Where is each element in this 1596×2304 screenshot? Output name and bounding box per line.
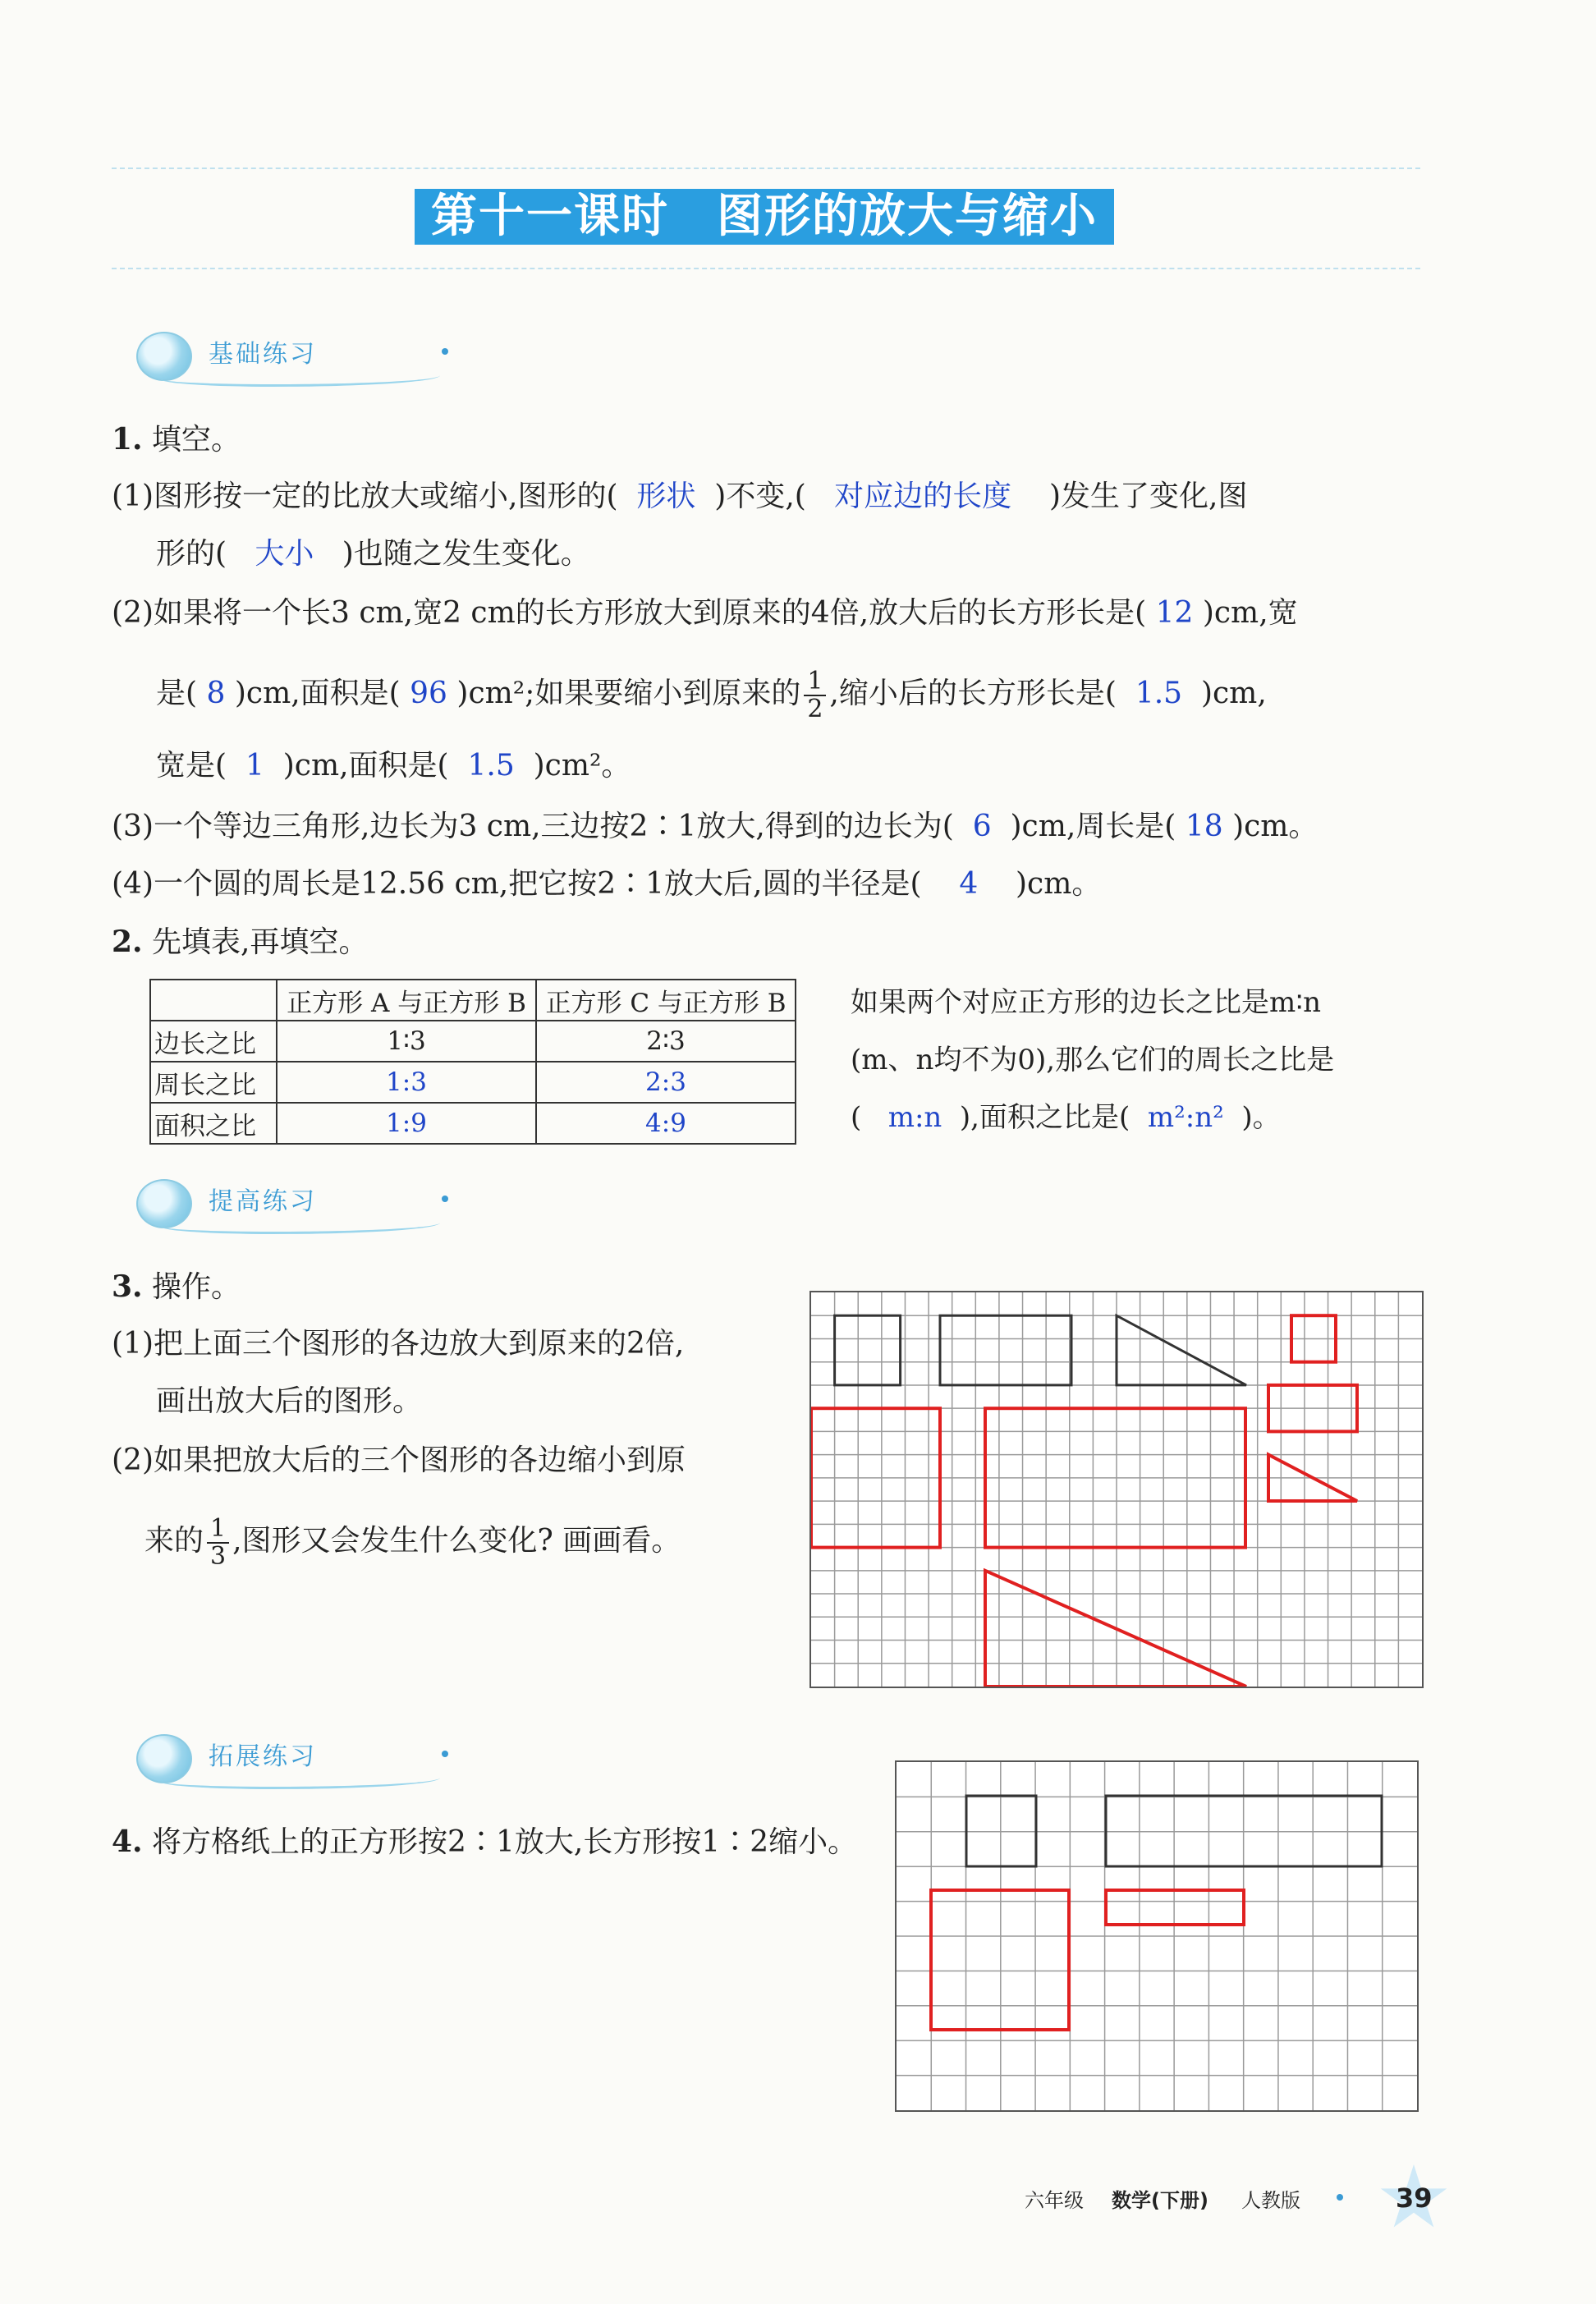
answer-cell: 2:3: [536, 1062, 796, 1103]
q2-heading: [112, 923, 369, 962]
answer: 96: [410, 677, 447, 710]
q1-heading: [112, 420, 241, 459]
original-triangle: [1117, 1315, 1246, 1385]
text: ,缩小后的长方形长是(: [829, 677, 1117, 710]
text: 是(: [156, 677, 198, 710]
text: )也随之发生变化。: [342, 537, 590, 571]
text: 来的: [144, 1524, 204, 1558]
text: )。: [1241, 1101, 1281, 1134]
footer-edition: 人教版: [1241, 2189, 1300, 2212]
text: )cm,: [1200, 677, 1267, 710]
section-basic: [112, 315, 465, 389]
fraction-one-half: [804, 668, 826, 723]
text: (4)一个圆的周长是12.56 cm,把它按2∶1放大后,圆的半径是(: [112, 867, 922, 901]
q1-number: 1.: [112, 422, 143, 457]
page-number: 39: [1396, 2182, 1433, 2214]
text: (3)一个等边三角形,边长为3 cm,三边按2∶1放大,得到的边长为(: [112, 810, 954, 843]
text: )发生了变化,图: [1048, 480, 1248, 513]
answer-cell: 4:9: [536, 1103, 796, 1144]
q3-part2-line2: [144, 1516, 681, 1570]
answer-cell: 1:3: [277, 1062, 536, 1103]
table-row: [150, 1021, 796, 1062]
text: (1)把上面三个图形的各边放大到原来的2倍,: [112, 1327, 685, 1361]
q2-title: 先填表,再填空。: [152, 925, 369, 959]
text: (: [851, 1101, 862, 1134]
text: )cm,宽: [1202, 596, 1298, 630]
section-advanced: [112, 1163, 465, 1237]
text: ,图形又会发生什么变化? 画画看。: [232, 1524, 681, 1558]
row-label: 周长之比: [150, 1062, 277, 1103]
q4-text: [112, 1823, 857, 1861]
page-title: 第十一课时 图形的放大与缩小: [415, 189, 1114, 245]
text: )不变,(: [714, 480, 806, 513]
text: (m、n均不为0),那么它们的周长之比是: [851, 1044, 1335, 1076]
q1-part3: [112, 808, 1318, 846]
q3-number: 3.: [112, 1269, 143, 1304]
footer-grade: 六年级: [1025, 2189, 1084, 2212]
text: )cm,面积是(: [282, 749, 449, 783]
text: 宽是(: [156, 749, 227, 783]
q1-part1-line1: [112, 478, 1247, 516]
text: )cm²;如果要缩小到原来的: [456, 677, 801, 710]
answer: 形状: [636, 480, 696, 513]
table-cell: 1∶3: [277, 1021, 536, 1062]
q1-part1-line2: [156, 535, 590, 573]
table-cell: [150, 980, 277, 1021]
q2-side-line3: [851, 1099, 1281, 1136]
footer-dot-icon: [1337, 2194, 1343, 2201]
row-label: 边长之比: [150, 1021, 277, 1062]
answer: 1.5: [467, 749, 515, 783]
text: (2)如果将一个长3 cm,宽2 cm的长方形放大到原来的4倍,放大后的长方形长是(: [112, 596, 1147, 630]
answer: 8: [206, 677, 226, 710]
q2-number: 2.: [112, 925, 143, 959]
text: )cm²。: [533, 749, 631, 783]
q3-part1-line1: [112, 1325, 684, 1363]
q1-part2-line2: [156, 668, 1267, 723]
q3-part1-line2: [156, 1383, 422, 1420]
enlarged-square: [931, 1890, 1069, 2030]
q1-part4: [112, 865, 1101, 903]
section-label: 基础练习: [209, 340, 317, 369]
q3-title: 操作。: [152, 1270, 241, 1304]
answer: m:n: [887, 1101, 942, 1134]
q3-part2-line1: [112, 1442, 686, 1480]
text: )cm,周长是(: [1010, 810, 1176, 843]
swoosh-decoration: [161, 1770, 440, 1789]
text: )cm,面积是(: [234, 677, 401, 710]
q4-question: 将方格纸上的正方形按2∶1放大,长方形按1∶2缩小。: [152, 1825, 858, 1859]
q1-part2-line3: [156, 747, 631, 785]
text: 如果两个对应正方形的边长之比是m∶n: [851, 986, 1321, 1019]
q4-grid-svg: [897, 1762, 1417, 2110]
text: 画出放大后的图形。: [156, 1384, 423, 1418]
enlarged-triangle: [985, 1571, 1246, 1687]
dot-icon: [442, 1196, 448, 1202]
swoosh-decoration: [161, 1215, 440, 1234]
text: )cm。: [1232, 810, 1319, 843]
answer: 18: [1185, 810, 1223, 843]
q3-grid-svg: [811, 1292, 1422, 1687]
answer: 大小: [255, 537, 314, 571]
q1-part2-line1: [112, 594, 1298, 632]
ratio-table: [149, 979, 796, 1145]
text: (2)如果把放大后的三个图形的各边缩小到原: [112, 1443, 686, 1477]
q3-grid-paper: [809, 1291, 1424, 1688]
answer: 1: [245, 749, 264, 783]
table-row: [150, 1062, 796, 1103]
table-header-row: [150, 980, 796, 1021]
text: (1)图形按一定的比放大或缩小,图形的(: [112, 480, 618, 513]
q2-side-line2: [851, 1041, 1334, 1079]
header-divider-bottom: [112, 268, 1420, 269]
answer: 对应边的长度: [834, 480, 1012, 513]
fraction-one-third: [207, 1516, 229, 1570]
dot-icon: [442, 1751, 448, 1757]
q4-number: 4.: [112, 1824, 143, 1859]
denominator: 2: [807, 695, 823, 723]
text: )cm。: [1016, 867, 1102, 901]
table-cell: 2∶3: [536, 1021, 796, 1062]
answer: 1.5: [1135, 677, 1183, 710]
q1-title: 填空。: [152, 423, 241, 457]
denominator: 3: [210, 1542, 227, 1571]
q3-heading: [112, 1268, 241, 1306]
q2-side-line1: [851, 984, 1321, 1021]
reduced-rectangle: [1106, 1890, 1244, 1925]
table-header: 正方形 C 与正方形 B: [536, 980, 796, 1021]
table-row: [150, 1103, 796, 1144]
swoosh-decoration: [161, 368, 440, 387]
q4-grid-paper: [895, 1760, 1419, 2112]
header-divider-top: [112, 168, 1420, 169]
section-extension: [112, 1718, 465, 1792]
table-header: 正方形 A 与正方形 B: [277, 980, 536, 1021]
section-label: 提高练习: [209, 1187, 317, 1216]
answer-cell: 1:9: [277, 1103, 536, 1144]
section-label: 拓展练习: [209, 1742, 317, 1771]
answer: 4: [959, 867, 979, 901]
dot-icon: [442, 348, 448, 355]
answer: 6: [972, 810, 992, 843]
text: 形的(: [156, 537, 227, 571]
footer-subject: 数学(下册): [1112, 2189, 1208, 2212]
text: ),面积之比是(: [959, 1101, 1130, 1134]
original-square: [835, 1315, 901, 1385]
numerator: 1: [207, 1516, 229, 1544]
answer: 12: [1155, 596, 1194, 630]
row-label: 面积之比: [150, 1103, 277, 1144]
original-rectangle: [940, 1315, 1071, 1385]
answer: m²:n²: [1147, 1101, 1224, 1134]
numerator: 1: [804, 668, 826, 696]
